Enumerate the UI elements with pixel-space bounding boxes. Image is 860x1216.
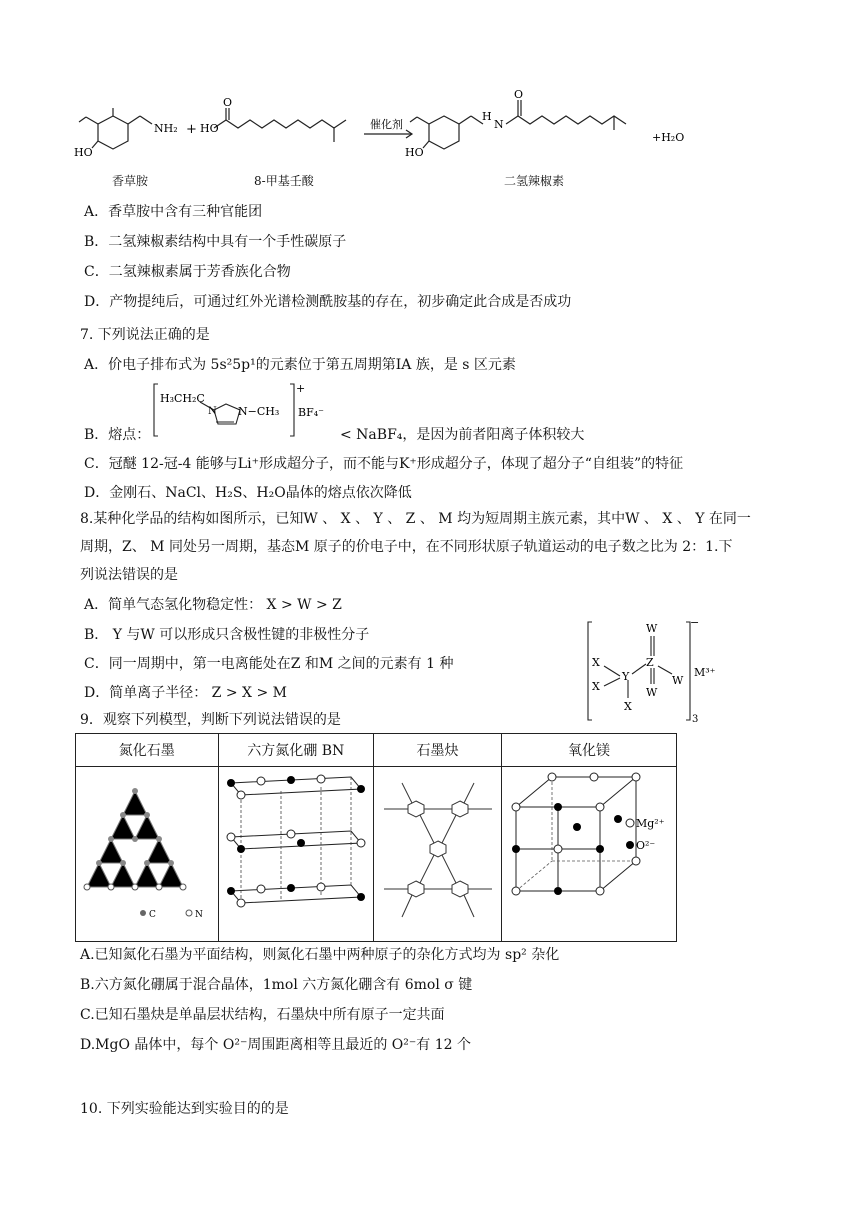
q10-title: 10. 下列实验能达到实验目的的是: [80, 1101, 289, 1117]
q7-option-a: A．价电子排布式为 5s²5p¹的元素位于第五周期第IA 族，是 s 区元素: [84, 357, 516, 373]
q7-option-d: D．金刚石、NaCl、H₂S、H₂O晶体的熔点依次降低: [84, 485, 412, 501]
ho-label-2: HO: [200, 122, 219, 135]
reaction-scheme: [74, 88, 718, 184]
q9-title: 9．观察下列模型，判断下列说法错误的是: [80, 712, 341, 728]
n-plus-label: N: [208, 406, 217, 417]
x-2: X: [592, 680, 600, 693]
q8-stem-1: 8.某种化学品的结构如图所示，已知W 、 X 、 Y 、 Z 、 M 均为短周期主族元素，其中W 、 X 、 Y 在同一: [80, 511, 751, 527]
ho-label-1: HO: [74, 146, 93, 159]
q9-option-a: A.已知氮化石墨为平面结构，则氮化石墨中两种原子的杂化方式均为 sp² 杂化: [80, 947, 560, 963]
methyl-group: N−CH₃: [238, 405, 280, 418]
ionic-liquid-structure: [150, 382, 340, 440]
q8-option-b: B． Y 与W 可以形成只含极性键的非极性分子: [84, 627, 370, 643]
h-label: H: [482, 110, 492, 123]
legend-c: C: [148, 910, 156, 920]
q8-stem-2: 周期，Z、 M 同处另一周期，基态M 原子的价电子中，在不同形状原子轨道运动的电子数之比为 2：1.下: [80, 539, 733, 555]
q9-option-d: D.MgO 晶体中，每个 O²⁻周围距离相等且最近的 O²⁻有 12 个: [80, 1037, 471, 1053]
hbn-cell: [218, 767, 374, 942]
q7-option-c: C．冠醚 12-冠-4 能够与Li⁺形成超分子，而不能与K⁺形成超分子，体现了超分子“自组装”的特征: [84, 456, 684, 472]
w-bottom: W: [646, 686, 658, 699]
q6-option-c: C．二氢辣椒素属于芳香族化合物: [84, 264, 291, 280]
x-1: X: [592, 656, 600, 669]
q8-option-c: C．同一周期中，第一电离能处在Z 和M 之间的元素有 1 种: [84, 656, 454, 672]
x-3: X: [624, 700, 632, 713]
legend-n: N: [194, 910, 203, 920]
q6-option-a: A．香草胺中含有三种官能团: [84, 204, 263, 220]
reactant2-name: 8-甲基壬酸: [254, 174, 314, 188]
y-atom: Y: [622, 670, 630, 683]
nh2-label: NH₂: [154, 122, 178, 135]
q9-option-c: C.已知石墨炔是单晶层状结构，石墨炔中所有原子一定共面: [80, 1007, 445, 1023]
hbn-diagram: [221, 767, 371, 935]
water-label: +H₂O: [652, 131, 685, 144]
q8-structure: [586, 618, 736, 726]
legend-mg: Mg²⁺: [636, 817, 665, 830]
w-right: W: [672, 674, 684, 687]
anion-minus: −: [690, 616, 700, 629]
q8-option-d: D．简单离子半径： Z > X > M: [84, 685, 287, 701]
q6-option-d: D．产物提纯后，可通过红外光谱检测酰胺基的存在，初步确定此合成是否成功: [84, 294, 572, 310]
q7-option-b-suffix: < NaBF₄，是因为前者阳离子体积较大: [340, 427, 585, 443]
carbon-nitride-diagram: [77, 767, 217, 937]
reactant1-name: 香草胺: [112, 174, 149, 188]
models-table: [75, 733, 677, 942]
q7-option-b-prefix: B．熔点：: [84, 427, 151, 443]
o-label-1: O: [223, 96, 233, 109]
q8-option-a: A．简单气态氢化物稳定性： X > W > Z: [84, 597, 342, 613]
header-carbon-nitride: 氮化石墨: [76, 734, 219, 767]
q8-stem-3: 列说法错误的是: [80, 567, 178, 583]
plus-sign: +: [186, 122, 197, 137]
product-name: 二氢辣椒素: [504, 174, 565, 188]
header-mgo: 氧化镁: [502, 734, 677, 767]
w-top: W: [646, 622, 658, 635]
header-hbn: 六方氮化硼 BN: [218, 734, 374, 767]
graphdiyne-diagram: [376, 767, 500, 935]
q6-option-b: B．二氢辣椒素结构中具有一个手性碳原子: [84, 234, 347, 250]
mgo-diagram: [502, 767, 676, 935]
carbon-nitride-cell: [76, 767, 219, 942]
cation-charge: +: [296, 382, 306, 395]
q7-title: 7. 下列说法正确的是: [80, 327, 210, 343]
ho-label-3: HO: [405, 146, 424, 159]
bf4-anion: BF₄⁻: [298, 406, 324, 419]
z-atom: Z: [646, 656, 654, 669]
ethyl-group: H₃CH₂C: [160, 392, 205, 405]
subscript-3: 3: [692, 714, 699, 725]
header-graphdiyne: 石墨炔: [374, 734, 502, 767]
n-label: N: [494, 118, 504, 131]
legend-o: O²⁻: [636, 839, 656, 852]
m-cation: M³⁺: [694, 666, 716, 679]
graphdiyne-cell: [374, 767, 502, 942]
o-label-2: O: [514, 88, 524, 101]
mgo-cell: [502, 767, 677, 942]
catalyst-label: 催化剂: [370, 118, 403, 131]
q9-option-b: B.六方氮化硼属于混合晶体，1mol 六方氮化硼含有 6mol σ 键: [80, 977, 473, 993]
